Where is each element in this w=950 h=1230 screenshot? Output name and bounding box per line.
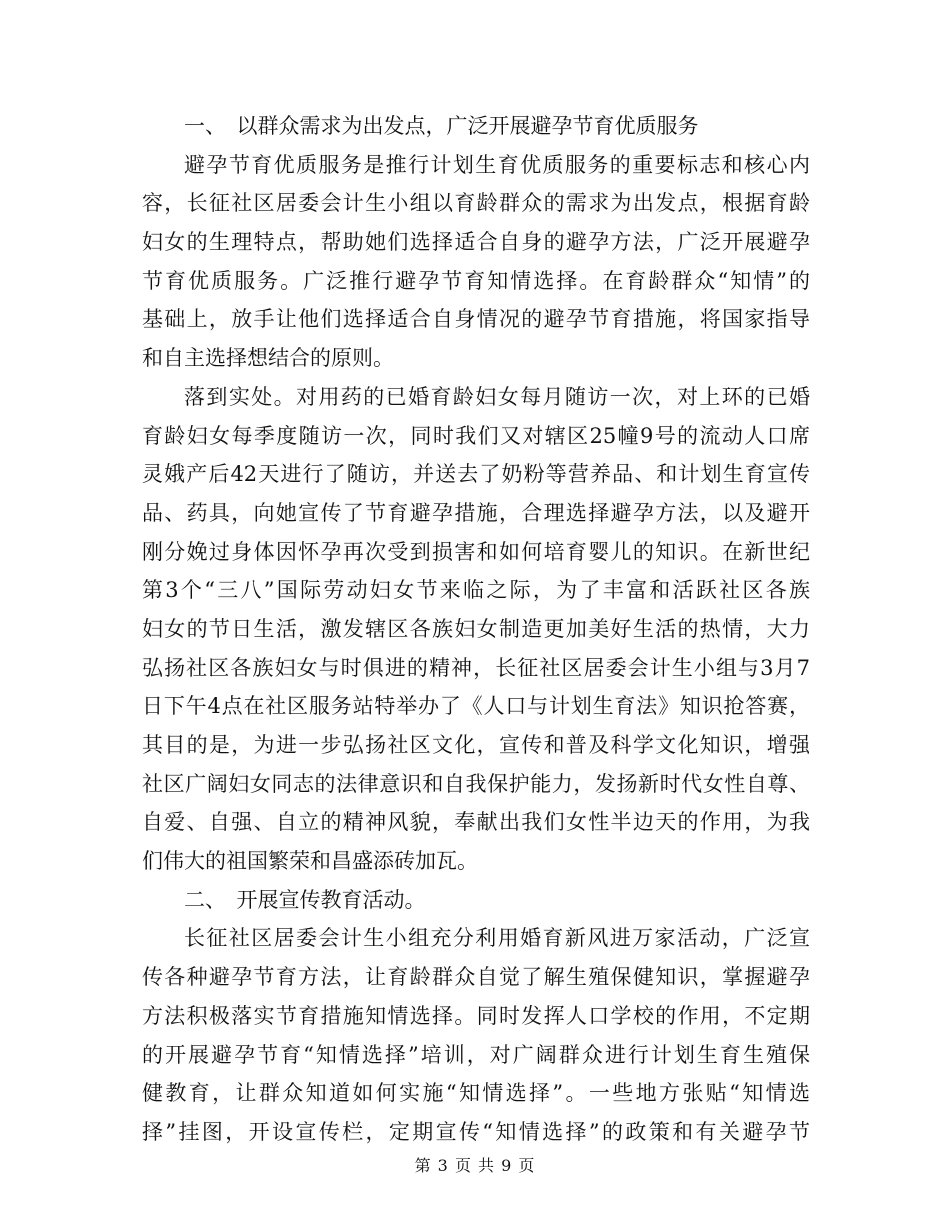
text-line: 妇女的节日生活，激发辖区各族妇女制造更加美好生活的热情，大力: [142, 616, 810, 641]
section-heading: 一、 以群众需求为出发点，广泛开展避孕节育优质服务: [184, 114, 699, 138]
text-line: 长征社区居委会计生小组充分利用婚育新风进万家活动，广泛宣: [184, 926, 810, 951]
text-line: 的开展避孕节育“知情选择”培训，对广阔群众进行计划生育生殖保: [142, 1042, 810, 1067]
text-line: 传各种避孕节育方法，让育龄群众自觉了解生殖保健知识，掌握避孕: [142, 965, 810, 990]
text-line: 妇女的生理特点，帮助她们选择适合自身的避孕方法，广泛开展避孕: [142, 230, 810, 255]
text-line: 刚分娩过身体因怀孕再次受到损害和如何培育婴儿的知识。在新世纪: [142, 539, 810, 564]
text-line: 择”挂图，开设宣传栏，定期宣传“知情选择”的政策和有关避孕节: [142, 1119, 810, 1144]
text-line: 容，长征社区居委会计生小组以育龄群众的需求为出发点，根据育龄: [142, 191, 810, 216]
text-line: 健教育，让群众知道如何实施“知情选择”。一些地方张贴“知情选: [142, 1081, 810, 1106]
text-line: 自爱、自强、自立的精神风貌，奉献出我们女性半边天的作用，为我: [142, 810, 810, 835]
text-line: 和自主选择想结合的原则。: [142, 346, 394, 371]
text-line: 们伟大的祖国繁荣和昌盛添砖加瓦。: [142, 849, 478, 874]
text-line: 社区广阔妇女同志的法律意识和自我保护能力，发扬新时代女性自尊、: [142, 771, 810, 796]
text-line: 日下午4点在社区服务站特举办了《人口与计划生育法》知识抢答赛，: [142, 694, 810, 719]
text-line: 基础上，放手让他们选择适合自身情况的避孕节育措施，将国家指导: [142, 307, 810, 332]
text-line: 避孕节育优质服务是推行计划生育优质服务的重要标志和核心内: [184, 152, 810, 177]
text-line: 育龄妇女每季度随访一次，同时我们又对辖区25幢9号的流动人口席: [142, 423, 810, 448]
section-heading: 二、 开展宣传教育活动。: [184, 887, 426, 912]
text-line: 品、药具，向她宣传了节育避孕措施，合理选择避孕方法，以及避开: [142, 500, 810, 525]
text-line: 落到实处。对用药的已婚育龄妇女每月随访一次，对上环的已婚: [184, 384, 810, 409]
text-line: 节育优质服务。广泛推行避孕节育知情选择。在育龄群众“知情”的: [142, 268, 810, 293]
text-line: 弘扬社区各族妇女与时俱进的精神，长征社区居委会计生小组与3月7: [142, 655, 810, 680]
text-line: 第3个“三八”国际劳动妇女节来临之际，为了丰富和活跃社区各族: [142, 578, 810, 603]
document-body: [142, 107, 810, 1152]
page-footer: 第 3 页 共 9 页: [414, 1156, 536, 1175]
text-line: 其目的是，为进一步弘扬社区文化，宣传和普及科学文化知识，增强: [142, 733, 810, 757]
text-line: 灵娥产后42天进行了随访，并送去了奶粉等营养品、和计划生育宣传: [142, 462, 810, 487]
text-line: 方法积极落实节育措施知情选择。同时发挥人口学校的作用，不定期: [142, 1003, 810, 1028]
